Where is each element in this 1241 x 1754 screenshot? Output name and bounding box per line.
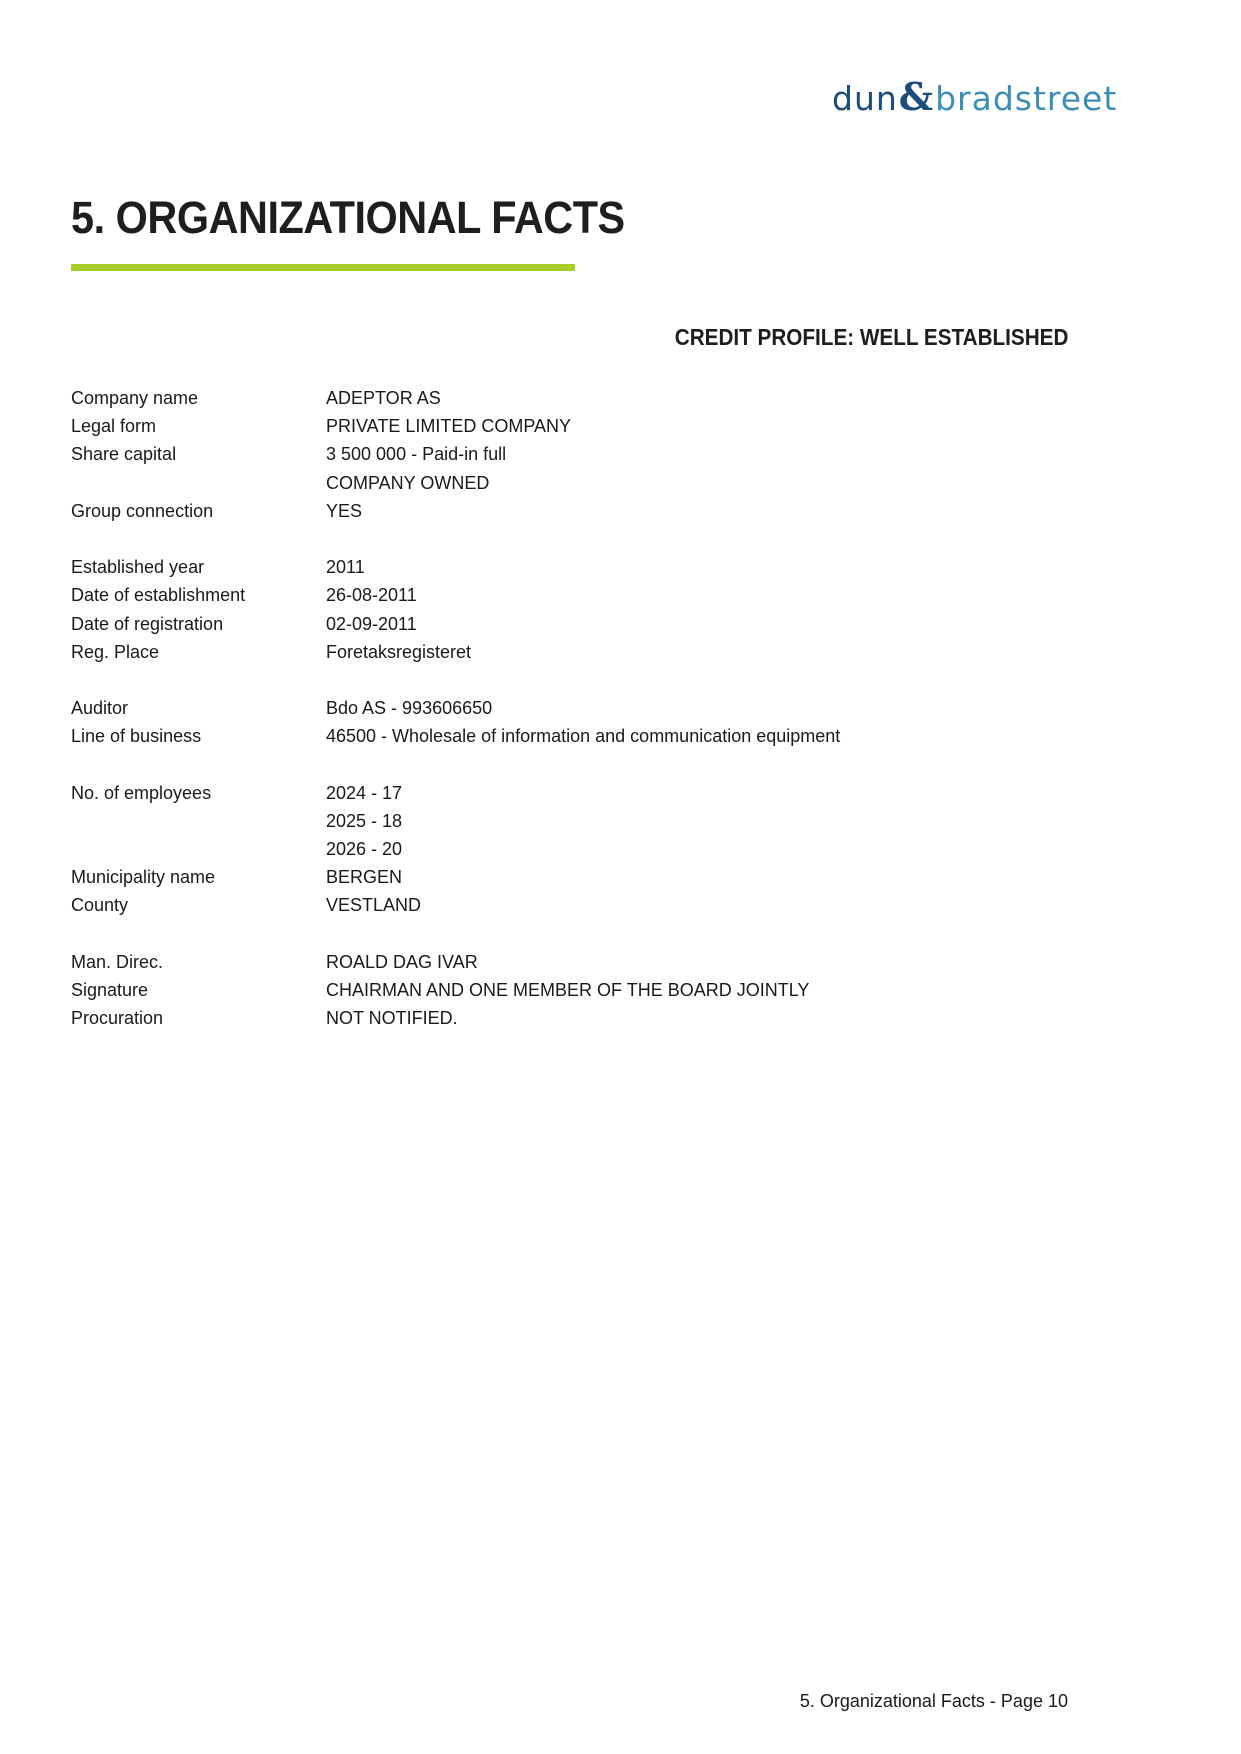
fact-row-signature	[71, 976, 1071, 1004]
fact-value: 46500 - Wholesale of information and communication equipment	[326, 726, 841, 747]
fact-value: ADEPTOR AS	[326, 388, 441, 408]
fact-value: 2025 - 18	[326, 810, 403, 831]
fact-row-line-of-business	[71, 722, 1071, 750]
fact-row-reg-place	[71, 638, 1071, 666]
fact-row-established-year	[71, 553, 1071, 581]
fact-value: YES	[326, 500, 363, 521]
title-underline	[71, 264, 575, 271]
fact-label: Group connection	[71, 500, 214, 521]
page-footer: 5. Organizational Facts - Page 10	[799, 1691, 1068, 1711]
fact-label: No. of employees	[71, 782, 212, 803]
fact-row-employees-2025	[71, 807, 1071, 835]
fact-row-legal-form	[71, 412, 1071, 440]
fact-value: 2024 - 17	[326, 782, 403, 803]
fact-label	[71, 469, 326, 497]
fact-value: COMPANY OWNED	[326, 472, 490, 493]
fact-label: Share capital	[71, 444, 177, 465]
fact-value: 02-09-2011	[326, 613, 417, 634]
fact-value: 2011	[326, 557, 365, 578]
fact-row-share-capital-owner	[71, 469, 1071, 497]
fact-label: Established year	[71, 557, 205, 578]
fact-label: Procuration	[71, 1008, 164, 1029]
fact-label: Legal form	[71, 416, 157, 437]
fact-label: Municipality name	[71, 867, 216, 888]
fact-value: CHAIRMAN AND ONE MEMBER OF THE BOARD JOINTLY	[326, 979, 810, 1000]
fact-value: VESTLAND	[326, 895, 422, 916]
fact-label: County	[71, 895, 129, 916]
fact-row-auditor	[71, 694, 1071, 722]
fact-row-employees-2024	[71, 779, 1071, 807]
fact-value: ROALD DAG IVAR	[326, 951, 478, 972]
fact-value: BERGEN	[326, 867, 403, 888]
fact-value: 2026 - 20	[326, 839, 403, 859]
fact-label	[71, 835, 326, 863]
fact-row-company-name	[71, 384, 1071, 412]
fact-label: Signature	[71, 979, 149, 1000]
fact-value: PRIVATE LIMITED COMPANY	[326, 416, 572, 437]
logo-bradstreet-text: bradstreet	[935, 79, 1118, 118]
fact-label	[71, 807, 326, 835]
fact-row-employees-2026	[71, 835, 1071, 863]
fact-row-county	[71, 891, 1071, 919]
fact-label: Man. Direc.	[71, 951, 164, 972]
fact-row-date-of-establishment	[71, 581, 1071, 609]
fact-value: Bdo AS - 993606650	[326, 698, 493, 719]
fact-value: 3 500 000 - Paid-in full	[326, 444, 507, 465]
fact-row-share-capital	[71, 440, 1071, 468]
organizational-facts-table	[71, 384, 1071, 1032]
credit-profile-heading: CREDIT PROFILE: WELL ESTABLISHED	[674, 324, 1068, 350]
fact-row-group-connection	[71, 497, 1071, 525]
fact-label: Company name	[71, 388, 199, 408]
fact-row-municipality-name	[71, 863, 1071, 891]
fact-value: Foretaksregisteret	[326, 641, 472, 662]
fact-label: Date of registration	[71, 613, 224, 634]
fact-label: Date of establishment	[71, 585, 246, 606]
logo-ampersand: &	[898, 74, 935, 119]
fact-label: Reg. Place	[71, 641, 160, 662]
fact-row-managing-director	[71, 948, 1071, 976]
fact-row-date-of-registration	[71, 610, 1071, 638]
fact-label: Auditor	[71, 698, 129, 719]
fact-value: NOT NOTIFIED.	[326, 1008, 458, 1029]
logo-dun-text: dun	[832, 79, 898, 118]
dun-bradstreet-logo	[832, 74, 1118, 119]
fact-row-procuration	[71, 1004, 1071, 1032]
fact-label: Line of business	[71, 726, 202, 747]
page-title: 5. ORGANIZATIONAL FACTS	[71, 192, 625, 243]
fact-value: 26-08-2011	[326, 585, 417, 606]
